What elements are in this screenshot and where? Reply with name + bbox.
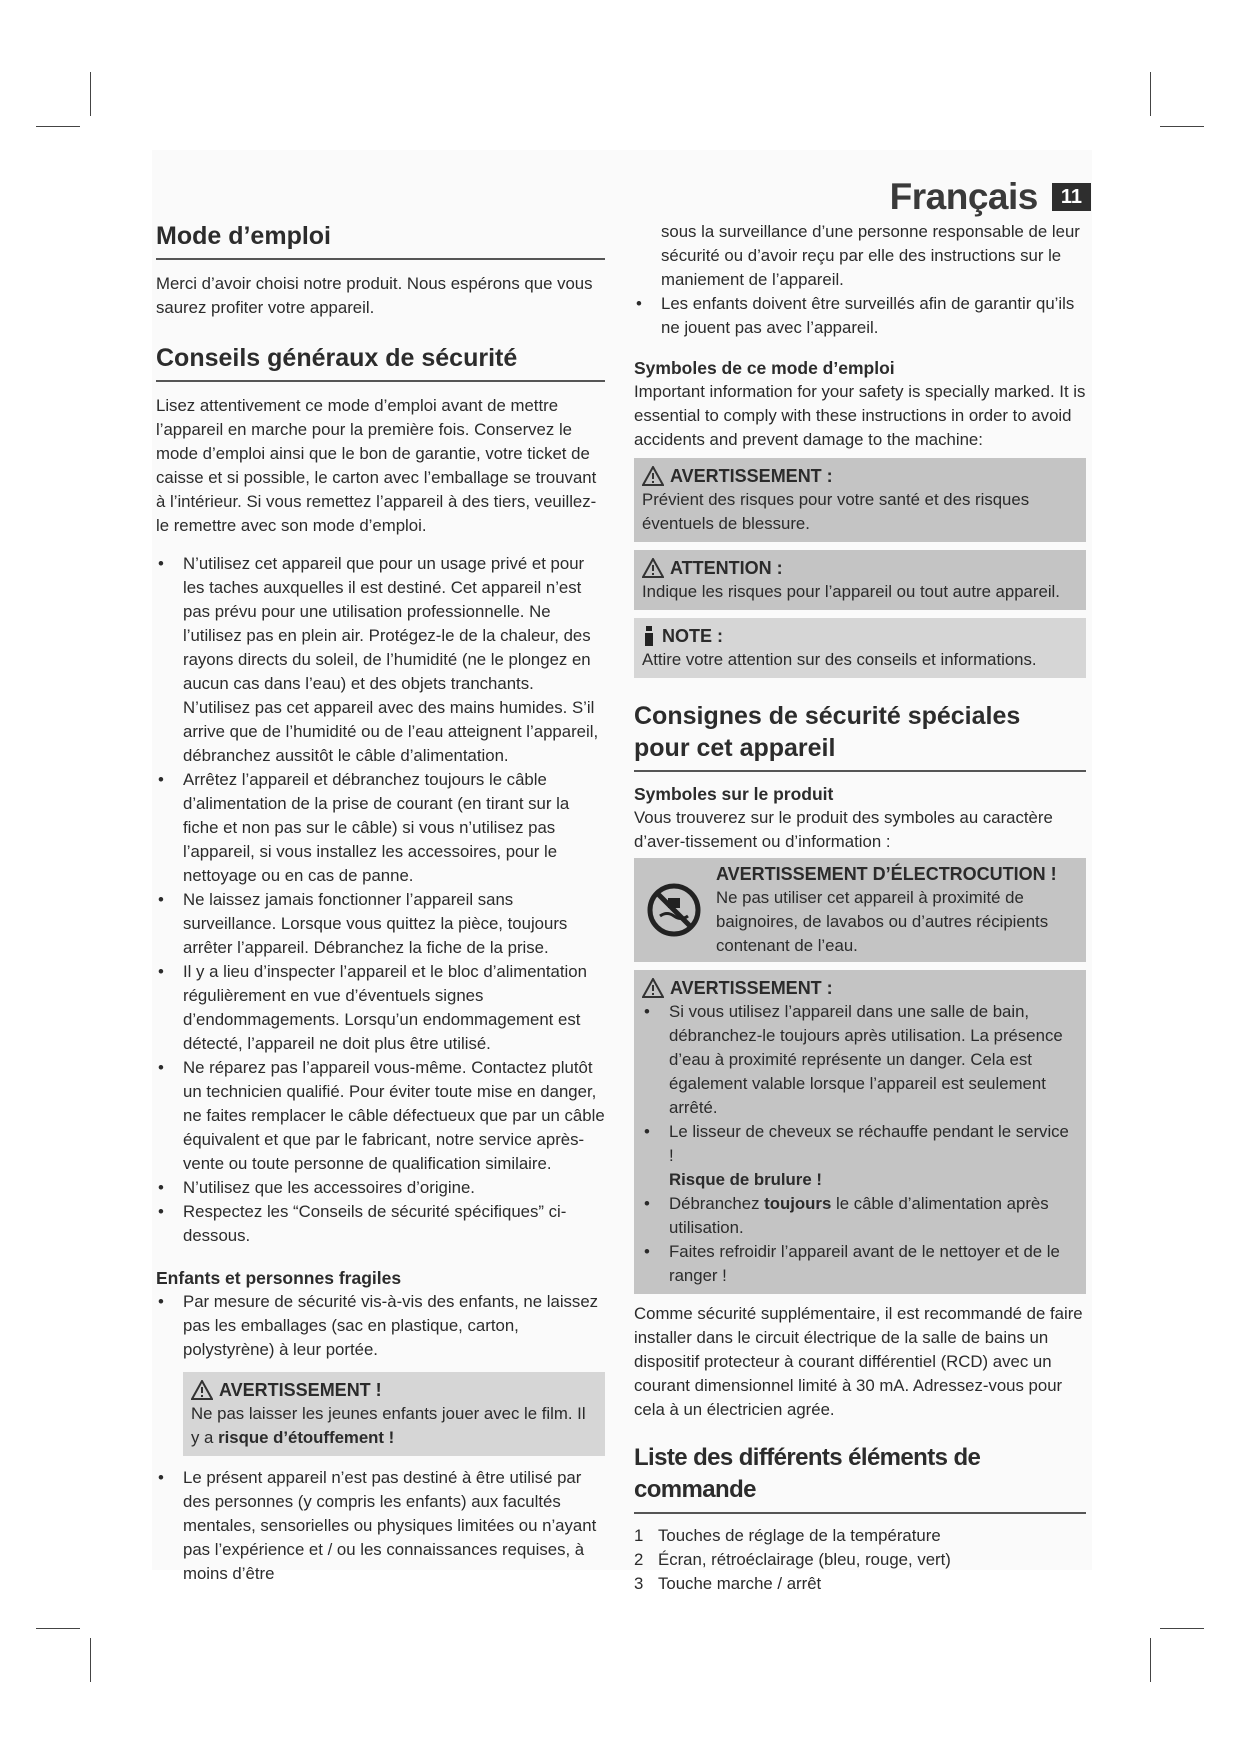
info-icon xyxy=(642,626,656,646)
electrocution-row xyxy=(642,862,1078,958)
warning-triangle-icon xyxy=(642,466,664,486)
attention-box xyxy=(634,550,1086,610)
list-item: • Si vous utilisez l’appareil dans une salle de bain, débranchez-le toujours après utilisation. La présence d’eau à proximité représente un danger. Cela est également valable lorsque l’appareil est seulement arrêté. xyxy=(642,1000,1078,1120)
item-number: 2 xyxy=(634,1550,644,1569)
crop-mark xyxy=(1160,1628,1204,1629)
list-item-bold: toujours xyxy=(764,1194,832,1213)
electrocution-content xyxy=(716,862,1078,958)
intro-text: Merci d’avoir choisi notre produit. Nous espérons que vous saurez profiter votre appareil. xyxy=(156,274,593,317)
heading-liste: Liste des différents éléments de commande xyxy=(634,1442,1086,1514)
list-item-text: Le lisseur de cheveux se réchauffe pendant le service ! xyxy=(669,1122,1069,1165)
enfants-list-2 xyxy=(156,1466,605,1586)
symboles-mode-text: Important information for your safety is specially marked. It is essential to comply with these instructions in order to avoid accidents and prevent damage to the machine: xyxy=(634,382,1086,449)
heading-conseils: Conseils généraux de sécurité xyxy=(156,342,605,382)
list-item: • Faites refroidir l’appareil avant de le nettoyer et de le ranger ! xyxy=(642,1240,1078,1288)
box-title: AVERTISSEMENT : xyxy=(670,978,833,998)
list-item xyxy=(642,1192,1078,1240)
list-item: • Les enfants doivent être surveillés afin de garantir qu’ils ne jouent pas avec l’appareil. xyxy=(634,292,1086,340)
electrocution-box xyxy=(634,858,1086,962)
warning-triangle-icon xyxy=(642,978,664,998)
crop-mark xyxy=(90,72,91,116)
warning-box-children xyxy=(183,1372,605,1456)
heading-symboles-produit: Symboles sur le produit xyxy=(634,784,834,804)
conseils-intro: Lisez attentivement ce mode d’emploi avant de mettre l’appareil en marche pour la première fois. Conservez le mode d’emploi ainsi que le bon de garantie, votre ticket de caisse et si possible, le carton avec l’emballage se trouvant à l’intérieur. Si vous remettez l’appareil à des tiers, veuillez-le remettre avec son mode d’emploi. xyxy=(156,396,597,535)
box-title: AVERTISSEMENT : xyxy=(670,466,833,486)
warning-title: AVERTISSEMENT ! xyxy=(219,1380,382,1400)
list-item: • Ne laissez jamais fonctionner l’appareil sans surveillance. Lorsque vous quittez la pièce, toujours arrêter l’appareil. Débranchez la fiche de la prise. xyxy=(156,888,605,960)
page-number: 11 xyxy=(1052,183,1091,211)
item-label: Écran, rétroéclairage (bleu, rouge, vert) xyxy=(658,1550,951,1569)
crop-mark xyxy=(36,126,80,127)
crop-mark xyxy=(36,1628,80,1629)
list-item: • Le présent appareil n’est pas destiné à être utilisé par des personnes (y compris les enfants) aux facultés mentales, sensorielles ou physiques limitées ou n’ayant pas l’expérience et / ou les connaissances requises, à moins d’être xyxy=(156,1466,605,1586)
page-header xyxy=(890,176,1091,218)
note-box xyxy=(634,618,1086,678)
list-item: • N’utilisez cet appareil que pour un usage privé et pour les taches auxquelles il est destiné. Cet appareil n’est pas prévu pour une utilisation professionnelle. Ne l’utilisez pas en plein air. Protégez-le de la chaleur, des rayons directs du soleil, de l’humidité (ne le plongez en aucun cas dans l’eau) et des objets tranchants. N’utilisez pas cet appareil avec des mains humides. S’il arrive que de l’humidité ou de l’eau atteignent l’appareil, débranchez aussitôt le câble d’alimentation. xyxy=(156,552,605,768)
item-label: Touches de réglage de la température xyxy=(658,1526,941,1545)
item-number: 1 xyxy=(634,1526,644,1545)
warning-bold: risque d’étouffement ! xyxy=(218,1428,395,1447)
box-title-row xyxy=(642,624,1078,648)
crop-mark xyxy=(1150,1638,1151,1682)
enfants-list xyxy=(156,1290,605,1362)
right-column xyxy=(634,220,1086,1596)
list-item: • Arrêtez l’appareil et débranchez toujours le câble d’alimentation de la prise de courant (en tirant sur la fiche et non pas sur le câble) si vous n’utilisez pas l’appareil, si vous installez les accessoires, pour le nettoyage ou en cas de panne. xyxy=(156,768,605,888)
box-text: Ne pas utiliser cet appareil à proximité de baignoires, de lavabos ou d’autres récipients contenant de l’eau. xyxy=(716,888,1049,955)
symboles-produit-text: Vous trouverez sur le produit des symboles au caractère d’aver-tissement ou d’information : xyxy=(634,808,1053,851)
box-text: Indique les risques pour l’appareil ou tout autre appareil. xyxy=(642,582,1060,601)
heading-line: pour cet appareil xyxy=(634,734,836,762)
warning-text xyxy=(191,1402,597,1450)
rcd-text: Comme sécurité supplémentaire, il est recommandé de faire installer dans le circuit électrique de la salle de bains un dispositif protecteur à courant différentiel (RCD) avec un courant dimensionnel limité à 30 mA. Adressez-vous pour cela à un électricien agrée. xyxy=(634,1304,1083,1419)
warning-triangle-icon xyxy=(642,558,664,578)
list-item: • Ne réparez pas l’appareil vous-même. Contactez plutôt un technicien qualifié. Pour éviter toute mise en danger, ne faites remplacer le câble défectueux que par un câble équivalent et que par le fabricant, notre service après-vente ou toute personne de qualification similaire. xyxy=(156,1056,605,1176)
box-title: NOTE : xyxy=(662,626,723,646)
no-water-icon xyxy=(642,862,706,958)
crop-mark xyxy=(1150,72,1151,116)
list-item-bold: Risque de brulure ! xyxy=(669,1170,822,1189)
crop-mark xyxy=(90,1638,91,1682)
box-text: Prévient des risques pour votre santé et des risques éventuels de blessure. xyxy=(642,490,1030,533)
conseils-list xyxy=(156,552,605,1248)
list-item: • Respectez les “Conseils de sécurité spécifiques” ci-dessous. xyxy=(156,1200,605,1248)
heading-mode-emploi: Mode d’emploi xyxy=(156,220,605,260)
item-number: 3 xyxy=(634,1574,644,1593)
heading-consignes xyxy=(634,700,1086,772)
list-item xyxy=(634,1572,1086,1596)
list-item: • Il y a lieu d’inspecter l’appareil et le bloc d’alimentation régulièrement en vue d’éventuels signes d’endommagements. Lorsqu’un endommagement est détecté, l’appareil ne doit plus être utilisé. xyxy=(156,960,605,1056)
box-title-row xyxy=(642,976,1078,1000)
continuation-text: sous la surveillance d’une personne responsable de leur sécurité ou d’avoir reçu par elle des instructions sur le maniement de l’appareil. xyxy=(661,222,1080,289)
warning-triangle-icon xyxy=(191,1380,213,1400)
box-title-row xyxy=(642,464,1078,488)
heading-symboles-mode: Symboles de ce mode d’emploi xyxy=(634,358,895,378)
language-label: Français xyxy=(889,176,1038,217)
list-item xyxy=(634,1524,1086,1548)
controls-list xyxy=(634,1524,1086,1596)
warning-list xyxy=(642,1000,1078,1288)
list-item: • Par mesure de sécurité vis-à-vis des enfants, ne laissez pas les emballages (sac en plastique, carton, polystyrène) à leur portée. xyxy=(156,1290,605,1362)
list-item xyxy=(642,1120,1078,1192)
list-item xyxy=(634,1548,1086,1572)
avertissement-box-2 xyxy=(634,970,1086,1294)
box-text: Attire votre attention sur des conseils et informations. xyxy=(642,650,1037,669)
box-title: ATTENTION : xyxy=(670,558,783,578)
warning-title-row xyxy=(191,1378,597,1402)
warning-text-part: Ne pas laisser les jeunes enfants jouer avec le film. Il y a xyxy=(191,1404,586,1447)
list-item-text: Débranchez xyxy=(669,1194,760,1213)
box-title-row xyxy=(642,556,1078,580)
heading-enfants: Enfants et personnes fragiles xyxy=(156,1268,402,1288)
crop-mark xyxy=(1160,126,1204,127)
children-list xyxy=(634,292,1086,340)
avertissement-box xyxy=(634,458,1086,542)
box-title: AVERTISSEMENT D’ÉLECTROCUTION ! xyxy=(716,864,1057,884)
list-item-text: le câble d’alimentation après utilisation. xyxy=(669,1194,1049,1237)
heading-line: Consignes de sécurité spéciales xyxy=(634,702,1021,730)
item-label: Touche marche / arrêt xyxy=(658,1574,822,1593)
list-item: • N’utilisez que les accessoires d’origine. xyxy=(156,1176,605,1200)
left-column xyxy=(156,220,605,1586)
